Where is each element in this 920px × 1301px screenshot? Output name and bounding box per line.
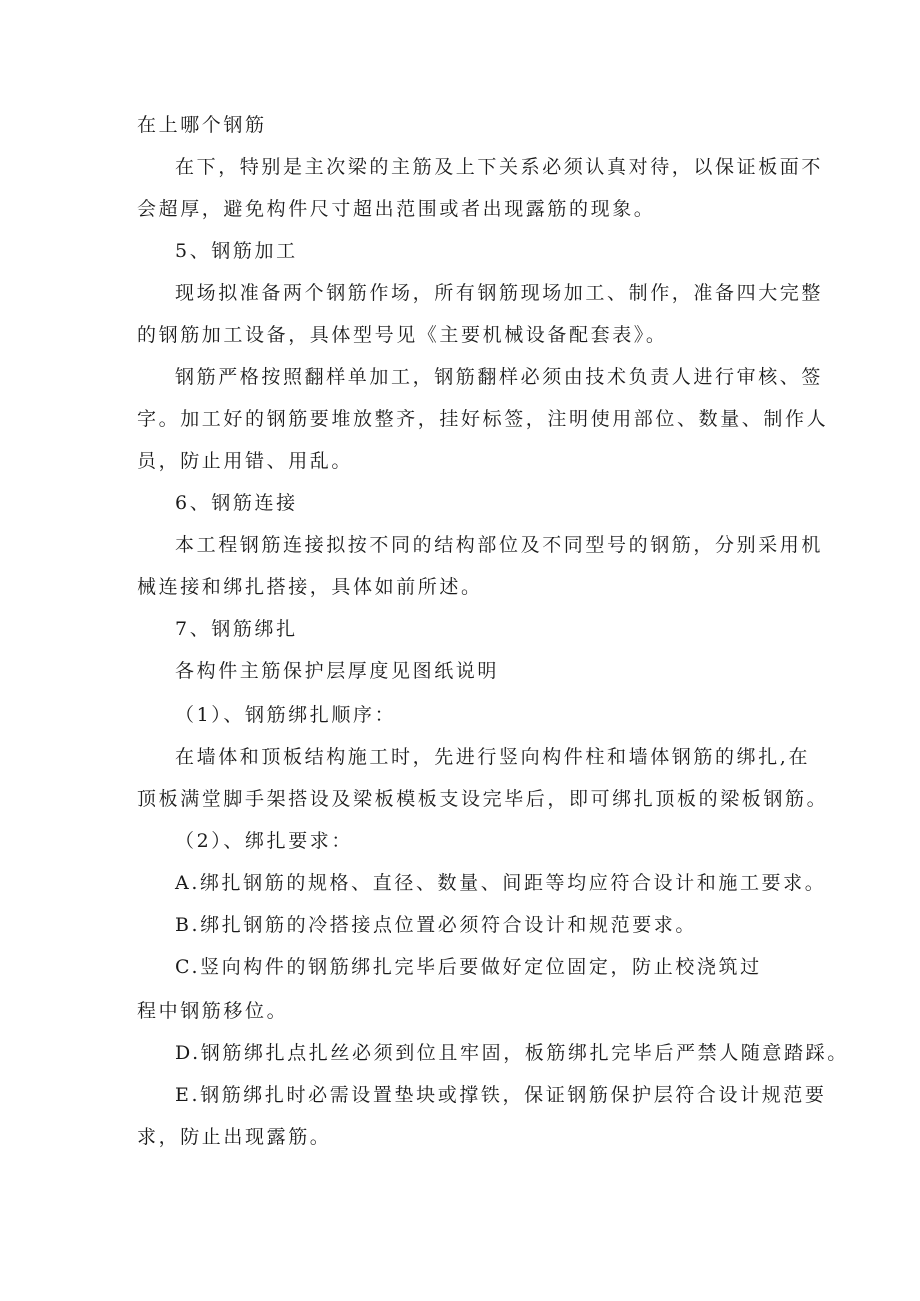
subheading-2: （2）、绑扎要求：: [175, 830, 353, 852]
list-item-a: A.绑扎钢筋的规格、直径、数量、间距等均应符合设计和施工要求。: [175, 872, 827, 894]
text-line: 现场拟准备两个钢筋作场，所有钢筋现场加工、制作，准备四大完整: [175, 282, 824, 304]
text-line: 的钢筋加工设备，具体型号见《主要机械设备配套表》。: [137, 324, 668, 346]
text-line: 字。加工好的钢筋要堆放整齐，挂好标签，注明使用部位、数量、制作人: [137, 408, 829, 430]
text-line: 各构件主筋保护层厚度见图纸说明: [175, 660, 500, 682]
text-line: 顶板满堂脚手架搭设及梁板模板支设完毕后，即可绑扎顶板的梁板钢筋。: [137, 788, 829, 810]
text-line: 程中钢筋移位。: [137, 1000, 289, 1022]
text-line: 求，防止出现露筋。: [137, 1126, 332, 1148]
section-heading-7: 7、钢筋绑扎: [175, 618, 298, 640]
text-line: 在下，特别是主次梁的主筋及上下关系必须认真对待，以保证板面不: [175, 156, 824, 178]
subheading-1: （1）、钢筋绑扎顺序：: [175, 704, 397, 726]
list-item-e: E.钢筋绑扎时必需设置垫块或撑铁，保证钢筋保护层符合设计规范要: [175, 1084, 827, 1106]
list-item-c: C.竖向构件的钢筋绑扎完毕后要做好定位固定，防止校浇筑过: [175, 956, 762, 978]
list-item-d: D.钢筋绑扎点扎丝必须到位且牢固，板筋绑扎完毕后严禁人随意踏踩。: [175, 1042, 849, 1064]
text-line: 本工程钢筋连接拟按不同的结构部位及不同型号的钢筋，分别采用机: [175, 534, 824, 556]
section-heading-5: 5、钢筋加工: [175, 240, 298, 262]
list-item-b: B.绑扎钢筋的冷搭接点位置必须符合设计和规范要求。: [175, 914, 698, 936]
text-line: 会超厚，避免构件尺寸超出范围或者出现露筋的现象。: [137, 198, 656, 220]
section-heading-6: 6、钢筋连接: [175, 492, 298, 514]
text-line: 械连接和绑扎搭接，具体如前所述。: [137, 576, 483, 598]
text-line: 在墙体和顶板结构施工时，先进行竖向构件柱和墙体钢筋的绑扎,在: [175, 746, 811, 768]
text-line: 在上哪个钢筋: [137, 114, 267, 136]
text-line: 钢筋严格按照翻样单加工，钢筋翻样必须由技术负责人进行审核、签: [175, 366, 824, 388]
text-line: 员，防止用错、用乱。: [137, 450, 354, 472]
